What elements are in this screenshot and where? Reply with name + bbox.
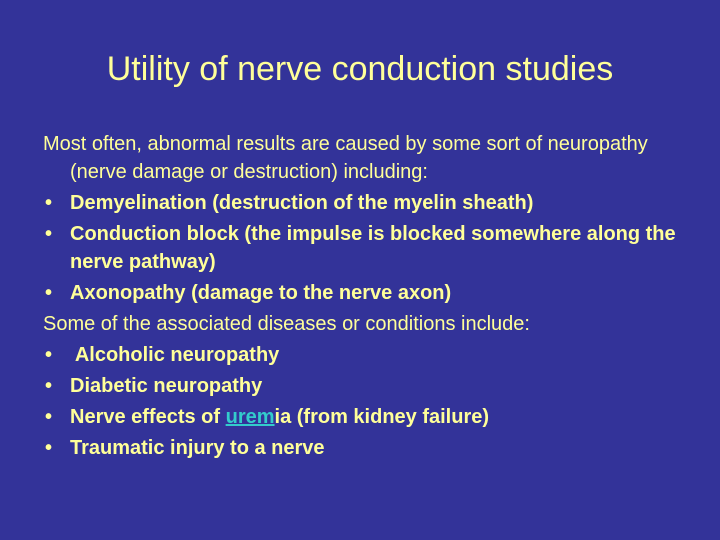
list-item-text: Alcoholic neuropathy <box>70 344 280 366</box>
conditions-paragraph: Some of the associated diseases or conditions include: <box>43 313 530 335</box>
intro-paragraph: Most often, abnormal results are caused by some sort of neuropathy (nerve damage or destruction) including: <box>43 133 648 183</box>
bullet-icon: • <box>45 282 53 304</box>
bullet-icon: • <box>45 344 53 366</box>
list-item-text: Traumatic injury to a nerve <box>70 437 325 459</box>
list-item-text: Axonopathy (damage to the nerve axon) <box>70 282 452 304</box>
list-item <box>43 279 703 307</box>
list-item-text: Demyelination (destruction of the myelin sheath) <box>70 192 534 214</box>
bullet-icon: • <box>45 223 53 245</box>
bullet-icon: • <box>45 406 53 428</box>
bullet-icon: • <box>45 375 53 397</box>
list-item <box>43 189 703 217</box>
list-item <box>43 434 703 462</box>
bullet-icon: • <box>45 437 53 459</box>
list-item <box>43 220 703 276</box>
list-item-text-prefix: Nerve effects of <box>70 406 226 428</box>
slide-title: Utility of nerve conduction studies <box>106 50 614 88</box>
list-item-text: Diabetic neuropathy <box>70 375 263 397</box>
uremia-link[interactable]: urem <box>225 406 275 428</box>
list-item-text: Conduction block (the impulse is blocked somewhere along the nerve pathway) <box>70 223 676 273</box>
bullet-icon: • <box>45 192 53 214</box>
list-item <box>43 403 703 431</box>
list-item <box>43 341 703 369</box>
list-item <box>43 372 703 400</box>
conditions-list <box>43 341 703 462</box>
neuropathy-list <box>43 189 703 307</box>
list-item-text-suffix: ia (from kidney failure) <box>274 406 490 428</box>
slide-body <box>43 130 703 465</box>
